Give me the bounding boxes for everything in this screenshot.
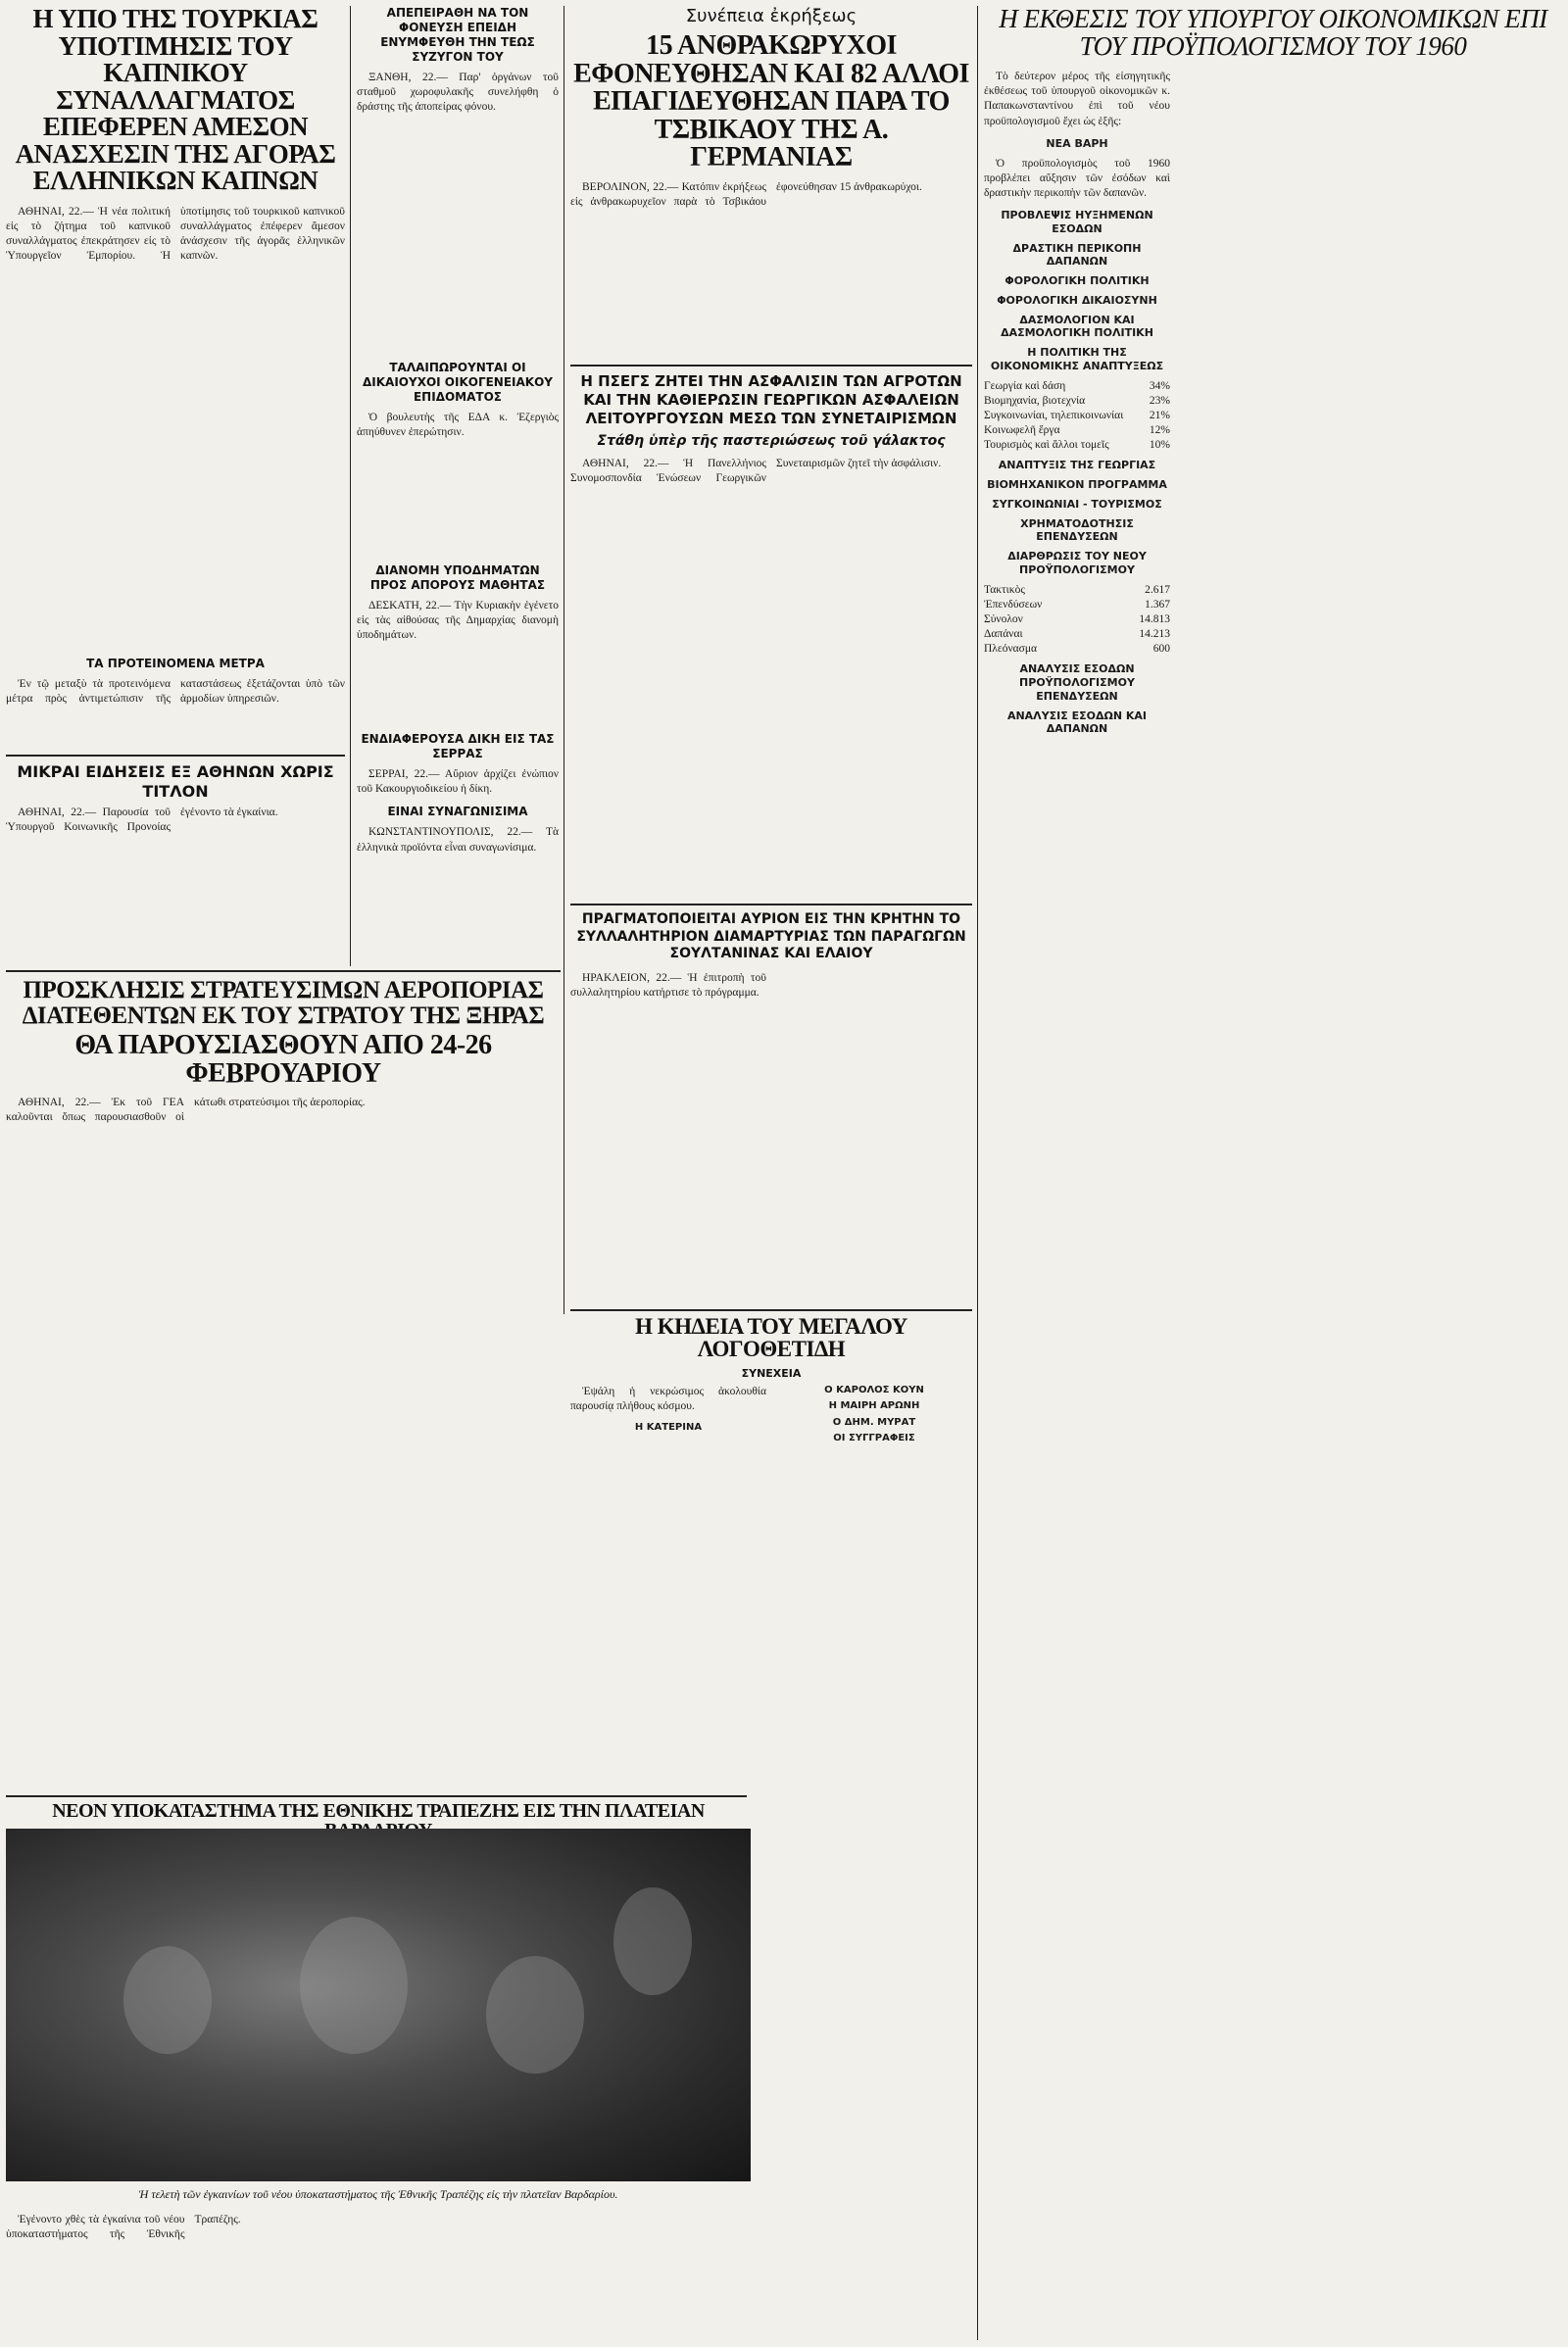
budget-p1: Ὁ προϋπολογισμὸς τοῦ 1960 προβλέπει αὔξησιν τῶν ἐσόδων καὶ δραστικὴν περικοπὴν τῶν δαπανῶν.	[984, 157, 1170, 199]
trial-body	[357, 767, 559, 797]
bank-body	[6, 2213, 751, 2340]
table-label: Σύνολον	[984, 612, 1023, 625]
table-row	[984, 598, 1170, 612]
farmers-body	[570, 457, 972, 486]
budget-sub-development: Η ΠΟΛΙΤΙΚΗ ΤΗΣ ΟΙΚΟΝΟΜΙΚΗΣ ΑΝΑΠΤΥΞΕΩΣ	[990, 346, 1164, 372]
short-news-heading: ΜΙΚΡΑΙ ΕΙΔΗΣΕΙΣ ΕΞ ΑΘΗΝΩΝ ΧΩΡΙΣ ΤΙΤΛΟΝ	[17, 762, 334, 801]
competitive-body	[357, 825, 559, 855]
funeral-sub-writers: ΟΙ ΣΥΓΓΡΑΦΕΙΣ	[833, 1433, 915, 1444]
table-label: Τακτικὸς	[984, 583, 1025, 596]
crete-p1: ΗΡΑΚΛΕΙΟΝ, 22.— Ἡ ἐπιτροπὴ τοῦ συλλαλητηρίου κατήρτισε τὸ πρόγραμμα.	[570, 971, 766, 999]
budget-sub-cuts: ΔΡΑΣΤΙΚΗ ΠΕΡΙΚΟΠΗ ΔΑΠΑΝΩΝ	[1012, 241, 1142, 269]
airforce-headline-3: ΘΑ ΠΑΡΟΥΣΙΑΣΘΟΥΝ ΑΠΟ 24-26 ΦΕΒΡΟΥΑΡΙΟΥ	[74, 1030, 492, 1089]
tobacco-section-body	[6, 677, 345, 710]
tobacco-body	[6, 205, 345, 651]
budget-figures-table	[984, 583, 1170, 658]
funeral-sub-aroni: Η ΜΑΙΡΗ ΑΡΩΝΗ	[828, 1400, 920, 1412]
divider	[350, 6, 351, 966]
crete-article	[570, 911, 972, 1303]
airforce-p1: ΑΘΗΝΑΙ, 22.— Ἐκ τοῦ ΓΕΑ καλοῦνται ὅπως παρουσιασθοῦν οἱ κάτωθι στρατεύσιμοι τῆς ἀεροπορίας.	[6, 1097, 366, 1124]
table-value: 12%	[1149, 424, 1170, 437]
table-row	[984, 583, 1170, 598]
shoes-body	[357, 599, 559, 726]
table-value: 1.367	[1145, 598, 1170, 611]
narrow-column	[357, 6, 559, 966]
divider	[570, 365, 972, 367]
competitive-headline: ΕΙΝΑΙ ΣΥΝΑΓΩΝΙΣΙΜΑ	[387, 805, 528, 819]
farmers-headline: Η ΠΣΕΓΣ ΖΗΤΕΙ ΤΗΝ ΑΣΦΑΛΙΣΙΝ ΤΩΝ ΑΓΡΟΤΩΝ ΚΑΙ ΤΗΝ ΚΑΘΙΕΡΩΣΙΝ ΓΕΩΡΓΙΚΩΝ ΑΣΦΑΛΕΙΩΝ ΛΕΙΤΟΥΡΓΟΥΣΩΝ ΜΕΣΩ ΤΩΝ ΣΥΝΕΤΑΙΡΙΣΜΩΝ	[580, 372, 962, 427]
short-news-p1: ΑΘΗΝΑΙ, 22.— Παρουσία τοῦ Ὑπουργοῦ Κοινωνικῆς Προνοίας ἐγένοντο τὰ ἐγκαίνια.	[6, 807, 278, 834]
miners-body	[570, 180, 972, 210]
airforce-headline-1: ΠΡΟΣΚΛΗΣΙΣ ΣΤΡΑΤΕΥΣΙΜΩΝ ΑΕΡΟΠΟΡΙΑΣ	[23, 978, 544, 1003]
funeral-sub-myrat: Ο ΔΗΜ. ΜΥΡΑΤ	[832, 1416, 916, 1428]
table-label: Συγκοινωνίαι, τηλεπικοινωνίαι	[984, 409, 1124, 421]
divider	[570, 1309, 972, 1311]
budget-headline: Η ΕΚΘΕΣΙΣ ΤΟΥ ΥΠΟΥΡΓΟΥ ΟΙΚΟΝΟΜΙΚΩΝ ΕΠΙ ΤΟΥ ΠΡΟΫΠΟΛΟΓΙΣΜΟΥ ΤΟΥ 1960	[999, 6, 1547, 61]
budget-sub-investment-revenue: ΑΝΑΛΥΣΙΣ ΕΣΟΔΩΝ ΠΡΟΫΠΟΛΟΓΙΣΜΟΥ ΕΠΕΝΔΥΣΕΩΝ	[1019, 662, 1135, 703]
attempt-headline: ΑΠΕΠΕΙΡΑΘΗ ΝΑ ΤΟΝ ΦΟΝΕΥΣΗ ΕΠΕΙΔΗ ΕΝΥΜΦΕΥΘΗ ΤΗΝ ΤΕΩΣ ΣΥΖΥΓΟΝ ΤΟΥ	[380, 6, 535, 64]
bank-p1: Ἐγένοντο χθὲς τὰ ἐγκαίνια τοῦ νέου ὑποκαταστήματος τῆς Ἐθνικῆς Τραπέζης.	[6, 2214, 241, 2241]
budget-sub-structure: ΔΙΑΡΘΡΩΣΙΣ ΤΟΥ ΝΕΟΥ ΠΡΟΫΠΟΛΟΓΙΣΜΟΥ	[1007, 550, 1147, 576]
farmers-p1: ΑΘΗΝΑΙ, 22.— Ἡ Πανελλήνιος Συνομοσπονδία Ἑνώσεων Γεωργικῶν Συνεταιρισμῶν ζητεῖ τὴν ἀσφάλισιν.	[570, 458, 942, 485]
budget-sub-new-burdens: ΝΕΑ ΒΑΡΗ	[1046, 136, 1108, 150]
table-value: 14.213	[1139, 628, 1170, 641]
funeral-article	[570, 1315, 972, 1791]
budget-sub-revenue-expenses: ΑΝΑΛΥΣΙΣ ΕΣΟΔΩΝ ΚΑΙ ΔΑΠΑΝΩΝ	[1006, 709, 1148, 736]
table-value: 34%	[1149, 379, 1170, 392]
funeral-p1: Ἐψάλη ἡ νεκρώσιμος ἀκολουθία παρουσίᾳ πλήθους κόσμου.	[570, 1385, 766, 1412]
table-label: Γεωργία καὶ δάση	[984, 379, 1066, 392]
table-value: 600	[1152, 643, 1170, 656]
tobacco-section-p1: Ἐν τῷ μεταξὺ τὰ προτεινόμενα μέτρα πρὸς ἀντιμετώπισιν τῆς καταστάσεως ἐξετάζονται ὑπὸ τῶν ἁρμοδίων ὑπηρεσιῶν.	[6, 677, 345, 705]
tobacco-headline: Η ΥΠΟ ΤΗΣ ΤΟΥΡΚΙΑΣ ΥΠΟΤΙΜΗΣΙΣ ΤΟΥ ΚΑΠΝΙΚΟΥ ΣΥΝΑΛΛΑΓΜΑΤΟΣ ΕΠΕΦΕΡΕΝ ΑΜΕΣΟΝ ΑΝΑΣΧΕΣΙΝ ΤΗΣ ΑΓΟΡΑΣ ΕΛΛΗΝΙΚΩΝ ΚΑΠΝΩΝ	[15, 6, 336, 196]
trial-p1: ΣΕΡΡΑΙ, 22.— Αὔριον ἀρχίζει ἐνώπιον τοῦ Κακουργιοδικείου ἡ δίκη.	[357, 768, 559, 796]
budget-sub-revenue: ΠΡΟΒΛΕΨΙΣ ΗΥΞΗΜΕΝΩΝ ΕΣΟΔΩΝ	[1001, 209, 1153, 235]
divider	[6, 970, 561, 972]
tobacco-body-p1: ΑΘΗΝΑΙ, 22.— Ἡ νέα πολιτική εἰς τὸ ζήτημα τοῦ καπνικοῦ συναλλάγματος ἐπεκράτησεν εἰς τὸ Ὑπουργεῖον Ἐμπορίου. Ἡ ὑποτίμησις τοῦ τουρκικοῦ καπνικοῦ συναλλάγματος ἐπέφερεν ἄμεσον ἀνάσχεσιν τῆς ἀγορᾶς ἑλληνικῶν καπνῶν.	[6, 205, 345, 263]
miners-kicker: Συνέπεια ἐκρήξεως	[685, 6, 858, 26]
miners-p1: ΒΕΡΟΛΙΝΟΝ, 22.— Κατόπιν ἐκρήξεως εἰς ἀνθρακωρυχεῖον παρὰ τὸ Τσβικάου ἐφονεύθησαν 15 ἀνθρακωρύχοι.	[570, 180, 922, 208]
table-label: Ἐπενδύσεων	[984, 598, 1043, 611]
budget-sub-tariff: ΔΑΣΜΟΛΟΓΙΟΝ ΚΑΙ ΔΑΣΜΟΛΟΓΙΚΗ ΠΟΛΙΤΙΚΗ	[1001, 313, 1153, 340]
table-label: Τουρισμὸς καὶ ἄλλοι τομεῖς	[984, 439, 1109, 452]
photo-figure	[123, 1946, 212, 2054]
divider	[570, 904, 972, 905]
allowance-headline: ΤΑΛΑΙΠΩΡΟΥΝΤΑΙ ΟΙ ΔΙΚΑΙΟΥΧΟΙ ΟΙΚΟΓΕΝΕΙΑΚΟΥ ΕΠΙΔΟΜΑΤΟΣ	[363, 361, 553, 404]
short-news	[6, 762, 345, 966]
budget-article	[984, 6, 1562, 2340]
bank-headline: ΝΕΟΝ ΥΠΟΚΑΤΑΣΤΗΜΑ ΤΗΣ ΕΘΝΙΚΗΣ ΤΡΑΠΕΖΗΣ ΕΙΣ ΤΗΝ ΠΛΑΤΕΙΑΝ	[52, 1801, 705, 1822]
competitive-p1: ΚΩΝΣΤΑΝΤΙΝΟΥΠΟΛΙΣ, 22.— Τὰ ἑλληνικὰ προϊόντα εἶναι συναγωνίσιμα.	[357, 826, 559, 854]
crete-body	[570, 971, 972, 1001]
allowance-body	[357, 411, 559, 558]
table-value: 21%	[1149, 409, 1170, 421]
budget-sub-tax-justice: ΦΟΡΟΛΟΓΙΚΗ ΔΙΚΑΙΟΣΥΝΗ	[997, 293, 1157, 307]
crete-headline: ΠΡΑΓΜΑΤΟΠΟΙΕΙΤΑΙ ΑΥΡΙΟΝ ΕΙΣ ΤΗΝ ΚΡΗΤΗΝ ΤΟ ΣΥΛΛΑΛΗΤΗΡΙΟΝ ΔΙΑΜΑΡΤΥΡΙΑΣ ΤΩΝ ΠΑΡΑΓΩΓΩΝ ΣΟΥΛΤΑΝΙΝΑΣ ΚΑΙ ΕΛΑΙΟΥ	[576, 911, 966, 961]
tobacco-article	[6, 6, 345, 755]
table-row	[984, 409, 1170, 423]
table-value: 2.617	[1145, 583, 1170, 596]
divider	[6, 755, 345, 757]
budget-sub-industry: ΒΙΟΜΗΧΑΝΙΚΟΝ ΠΡΟΓΡΑΜΜΑ	[987, 478, 1167, 492]
shoes-p1: ΔΕΣΚΑΤΗ, 22.— Τὴν Κυριακὴν ἐγένετο εἰς τὰς αἰθούσας τῆς Δημαρχίας διανομὴ ὑποδημάτων.	[357, 600, 559, 642]
allowance-p1: Ὁ βουλευτὴς τῆς ΕΔΑ κ. Ἐζεργιὸς ἀπηύθυνεν ἐπερώτησιν.	[357, 412, 559, 439]
table-row	[984, 394, 1170, 409]
miners-headline: 15 ΑΝΘΡΑΚΩΡΥΧΟΙ ΕΦΟΝΕΥΘΗΣΑΝ ΚΑΙ 82 ΑΛΛΟΙ ΕΠΑΓΙΔΕΥΘΗΣΑΝ ΠΑΡΑ ΤΟ ΤΣΒΙΚΑΟΥ ΤΗΣ Α. ΓΕΡΜΑΝΙΑΣ	[573, 30, 969, 173]
table-label: Δαπάναι	[984, 628, 1023, 641]
trial-headline: ΕΝΔΙΑΦΕΡΟΥΣΑ ΔΙΚΗ ΕΙΣ ΤΑΣ ΣΕΡΡΑΣ	[361, 732, 555, 760]
funeral-sub-katerina: Η ΚΑΤΕΡΙΝΑ	[634, 1422, 703, 1433]
funeral-sub-koun: Ο ΚΑΡΟΛΟΣ ΚΟΥΝ	[824, 1384, 924, 1395]
airforce-body	[6, 1096, 561, 1125]
airforce-headline-2: ΔΙΑΤΕΘΕΝΤΩΝ ΕΚ ΤΟΥ ΣΤΡΑΤΟΥ ΤΗΣ ΞΗΡΑΣ	[22, 1002, 545, 1029]
table-row	[984, 379, 1170, 394]
table-row	[984, 438, 1170, 453]
budget-body	[984, 70, 1562, 2314]
budget-sector-table	[984, 379, 1170, 454]
bank-photo	[6, 1829, 751, 2181]
table-value: 10%	[1149, 439, 1170, 452]
table-row	[984, 627, 1170, 642]
attempt-body	[357, 71, 559, 355]
funeral-kicker: ΣΥΝΕΧΕΙΑ	[741, 1366, 802, 1380]
short-news-body	[6, 806, 345, 835]
attempt-p1: ΞΑΝΘΗ, 22.— Παρ' ὀργάνων τοῦ σταθμοῦ χωροφυλακῆς συνελήφθη ὁ δράστης τῆς ἀποπείρας φόνου.	[357, 72, 559, 114]
budget-intro: Τὸ δεύτερον μέρος τῆς εἰσηγητικῆς ἐκθέσεως τοῦ ὑπουργοῦ οἰκονομικῶν κ. Παπακωνσταντίνου ἐπὶ τοῦ νέου προϋπολογισμοῦ ἔχει ὡς ἑξῆς:	[984, 71, 1170, 127]
miners-article	[570, 6, 972, 359]
tobacco-section-heading: ΤΑ ΠΡΟΤΕΙΝΟΜΕΝΑ ΜΕΤΡΑ	[86, 656, 265, 670]
farmers-article	[570, 372, 972, 902]
budget-sub-agriculture: ΑΝΑΠΤΥΞΙΣ ΤΗΣ ΓΕΩΡΓΙΑΣ	[998, 459, 1156, 472]
table-row	[984, 612, 1170, 627]
photo-figure	[486, 1956, 584, 2074]
funeral-body	[570, 1385, 972, 1445]
table-label: Κοινωφελῆ ἔργα	[984, 424, 1060, 437]
photo-figure	[613, 1887, 692, 1995]
budget-sub-transport: ΣΥΓΚΟΙΝΩΝΙΑΙ - ΤΟΥΡΙΣΜΟΣ	[992, 497, 1162, 511]
divider	[6, 1795, 747, 1797]
table-label: Βιομηχανία, βιοτεχνία	[984, 394, 1086, 407]
table-label: Πλεόνασμα	[984, 643, 1038, 656]
divider	[977, 6, 978, 2340]
bank-caption: Ἡ τελετὴ τῶν ἐγκαινίων τοῦ νέου ὑποκαταστήματος τῆς Ἐθνικῆς Τραπέζης εἰς τὴν πλατεῖαν Βαρδαρίου.	[138, 2187, 618, 2201]
table-row	[984, 423, 1170, 438]
airforce-article	[6, 978, 561, 1791]
shoes-headline: ΔΙΑΝΟΜΗ ΥΠΟΔΗΜΑΤΩΝ ΠΡΟΣ ΑΠΟΡΟΥΣ ΜΑΘΗΤΑΣ	[369, 563, 546, 592]
budget-sub-financing: ΧΡΗΜΑΤΟΔΟΤΗΣΙΣ ΕΠΕΝΔΥΣΕΩΝ	[1020, 516, 1134, 544]
table-value: 23%	[1149, 394, 1170, 407]
budget-sub-tax-policy: ΦΟΡΟΛΟΓΙΚΗ ΠΟΛΙΤΙΚΗ	[1004, 274, 1150, 288]
table-value: 14.813	[1139, 612, 1170, 625]
photo-figure	[300, 1917, 408, 2054]
bank-body-text	[6, 2213, 751, 2242]
table-row	[984, 642, 1170, 657]
funeral-headline: Η ΚΗΔΕΙΑ ΤΟΥ ΜΕΓΑΛΟΥ ΛΟΓΟΘΕΤΙΔΗ	[635, 1315, 907, 1362]
farmers-kicker: Στάθη ὑπὲρ τῆς παστεριώσεως τοῦ γάλακτος	[597, 433, 946, 450]
